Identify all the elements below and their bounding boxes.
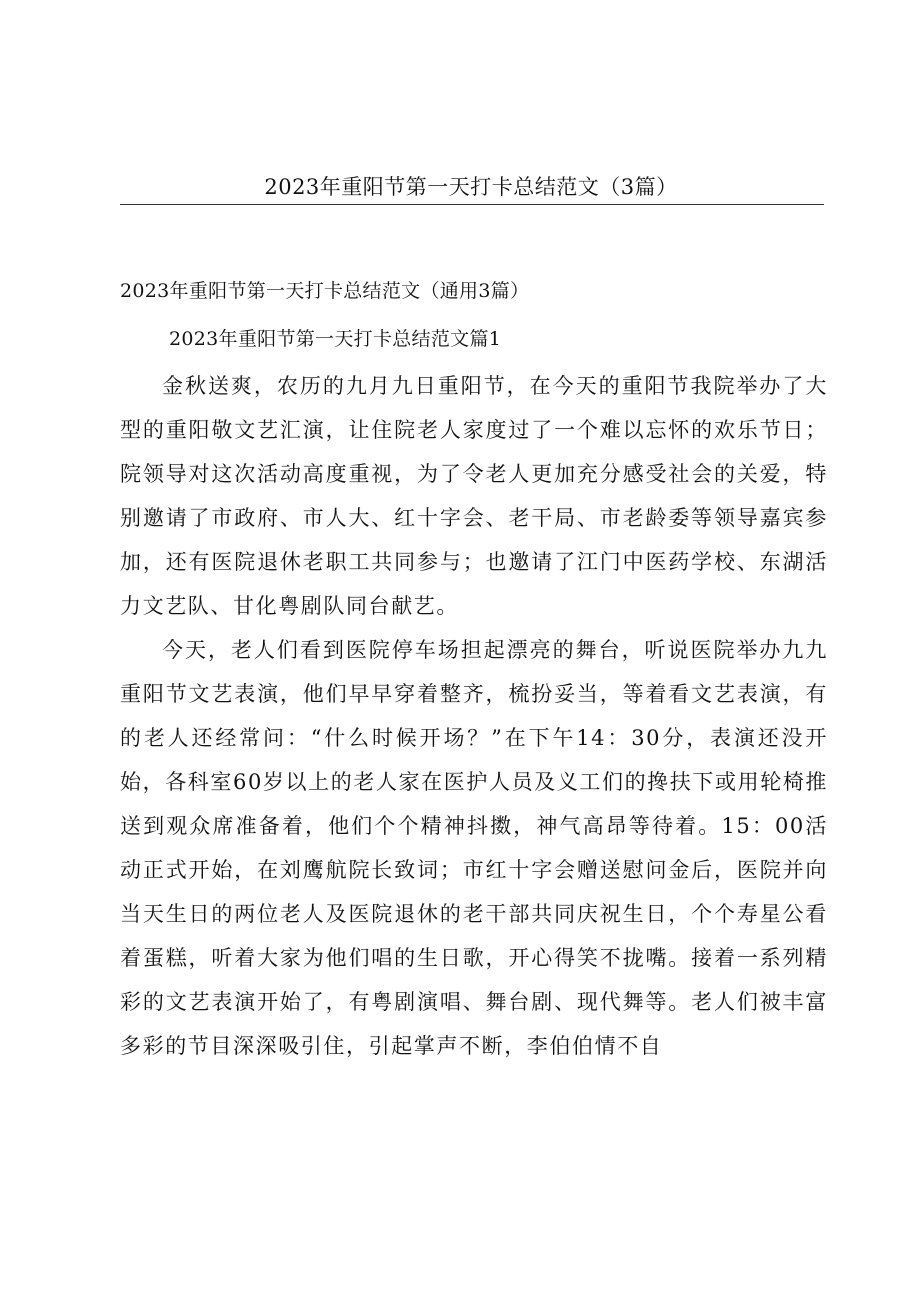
- body-paragraph-2: 今天，老人们看到医院停车场担起漂亮的舞台，听说医院举办九九重阳节文艺表演，他们早早穿着整齐，梳扮妥当，等着看文艺表演，有的老人还经常问：“什么时候开场？”在下午14：30分，表演还没开始，各科室60岁以上的老人家在医护人员及义工们的搀扶下或用轮椅推送到观众席准备着，他们个个精神抖擞，神气高昂等待着。15：00活动正式开始，在刘鹰航院长致词；市红十字会赠送慰问金后，医院并向当天生日的两位老人及医院退休的老干部共同庆祝生日，个个寿星公看着蛋糕，听着大家为他们唱的生日歌，开心得笑不拢嘴。接着一系列精彩的文艺表演开始了，有粤剧演唱、舞台剧、现代舞等。老人们被丰富多彩的节目深深吸引住，引起掌声不断，李伯伯情不自: [120, 638, 828, 1058]
- section-heading: 2023年重阳节第一天打卡总结范文篇1: [169, 328, 502, 350]
- title-underline: [120, 204, 824, 205]
- document-title: 2023年重阳节第一天打卡总结范文（3篇）: [264, 175, 678, 199]
- document-subtitle: 2023年重阳节第一天打卡总结范文（通用3篇）: [120, 280, 530, 302]
- body-paragraph-1: 金秋送爽，农历的九月九日重阳节，在今天的重阳节我院举办了大型的重阳敬文艺汇演，让住院老人家度过了一个难以忘怀的欢乐节日；院领导对这次活动高度重视，为了令老人更加充分感受社会的关爱，特别邀请了市政府、市人大、红十字会、老干局、市老龄委等领导嘉宾参加，还有医院退休老职工共同参与；也邀请了江门中医药学校、东湖活力文艺队、甘化粤剧队同台献艺。: [120, 374, 828, 618]
